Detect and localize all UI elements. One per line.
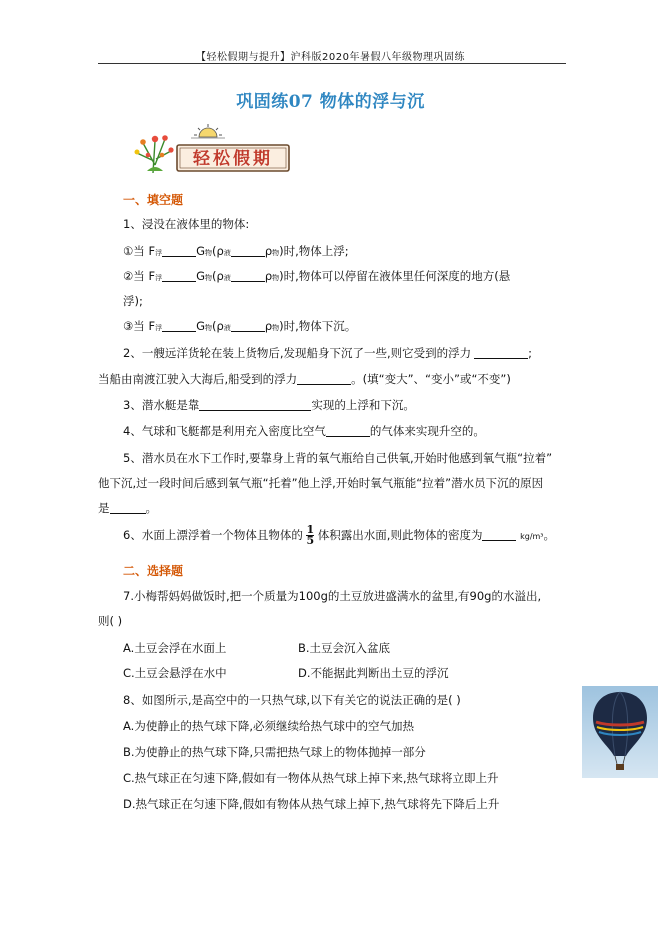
- section-choice-heading: 二、选择题: [123, 564, 184, 578]
- q2-line-1: 2、一艘远洋货轮在装上货物后,发现船身下沉了一些,则它受到的浮力 ;: [123, 346, 532, 360]
- q1-c2-blank-a[interactable]: [162, 269, 196, 282]
- q7-option-c[interactable]: C.土豆会悬浮在水中: [123, 666, 227, 680]
- hot-air-balloon-image: [582, 686, 658, 778]
- page-header: 【轻松假期与提升】沪科版2020年暑假八年级物理巩固练: [196, 52, 465, 63]
- q2-blank-2[interactable]: [297, 372, 351, 385]
- logo-text: 轻松假期: [193, 149, 273, 169]
- q1-condition-3: ③当 F浮 G物(ρ液 ρ物)时,物体下沉。: [123, 319, 357, 333]
- page-title: 巩固练07 物体的浮与沉: [236, 92, 425, 112]
- q1-stem: 1、浸没在液体里的物体:: [123, 217, 250, 231]
- q7-option-d[interactable]: D.不能据此判断出土豆的浮沉: [298, 666, 449, 680]
- q1-condition-2: ②当 F浮 G物(ρ液 ρ物)时,物体可以停留在液体里任何深度的地方(悬: [123, 269, 511, 283]
- q2-line-2: 当船由南渡江驶入大海后,船受到的浮力 。(填“变大”、“变小”或“不变”): [98, 372, 511, 386]
- q8-option-c[interactable]: C.热气球正在匀速下降,假如有一物体从热气球上掉下来,热气球将立即上升: [123, 771, 499, 785]
- q5-line-1: 5、潜水员在水下工作时,要靠身上背的氧气瓶给自己供氧,开始时他感到氧气瓶“拉着”: [123, 451, 553, 465]
- q7-option-a[interactable]: A.土豆会浮在水面上: [123, 641, 227, 655]
- q5-line-3: 是 。: [98, 501, 157, 515]
- q6-unit: kg/m³: [520, 532, 544, 541]
- q7-option-b[interactable]: B.土豆会沉入盆底: [298, 641, 391, 655]
- q8-option-b[interactable]: B.为使静止的热气球下降,只需把热气球上的物体抛掉一部分: [123, 745, 426, 759]
- q1-c1-blank-b[interactable]: [231, 244, 265, 257]
- q8-option-a[interactable]: A.为使静止的热气球下降,必须继续给热气球中的空气加热: [123, 719, 414, 733]
- q3: 3、潜水艇是靠 实现的上浮和下沉。: [123, 398, 415, 412]
- q6: 6、水面上漂浮着一个物体且物体的 $\frac{1}{5}$ 体积露出水面,则此物体的密度为 kg/m³。: [123, 523, 556, 547]
- q6-fraction: $\frac{1}{5}$: [306, 523, 315, 547]
- header-divider: [98, 63, 566, 64]
- sun-icon: [191, 124, 225, 138]
- q1-c3-blank-a[interactable]: [162, 319, 196, 332]
- q1-c1-blank-a[interactable]: [162, 244, 196, 257]
- q3-blank[interactable]: [199, 398, 311, 411]
- q1-condition-2-wrap: 浮);: [123, 294, 143, 308]
- q8-stem: 8、如图所示,是高空中的一只热气球,以下有关它的说法正确的是( ): [123, 693, 461, 707]
- q7-line-2: 则( ): [98, 614, 123, 628]
- q1-c3-blank-b[interactable]: [231, 319, 265, 332]
- q4: 4、气球和飞艇都是利用充入密度比空气 的气体来实现升空的。: [123, 424, 485, 438]
- q5-blank[interactable]: [110, 501, 146, 514]
- q7-line-1: 7.小梅帮妈妈做饭时,把一个质量为100g的土豆放进盛满水的盆里,有90g的水溢出,: [123, 589, 542, 603]
- q5-line-2: 他下沉,过一段时间后感到氧气瓶“托着”他上浮,开始时氧气瓶能“拉着”潜水员下沉的原因: [98, 476, 544, 490]
- q1-c2-blank-b[interactable]: [231, 269, 265, 282]
- q8-option-d[interactable]: D.热气球正在匀速下降,假如有物体从热气球上掉下,热气球将先下降后上升: [123, 797, 500, 811]
- q2-blank-1[interactable]: [474, 346, 528, 359]
- q1-condition-1: ①当 F浮 G物(ρ液 ρ物)时,物体上浮;: [123, 244, 349, 258]
- holiday-logo: [133, 121, 293, 177]
- section-fill-blank-heading: 一、填空题: [123, 193, 184, 207]
- flower-icon: [135, 135, 174, 173]
- q6-blank[interactable]: [482, 528, 516, 541]
- q4-blank[interactable]: [326, 424, 370, 437]
